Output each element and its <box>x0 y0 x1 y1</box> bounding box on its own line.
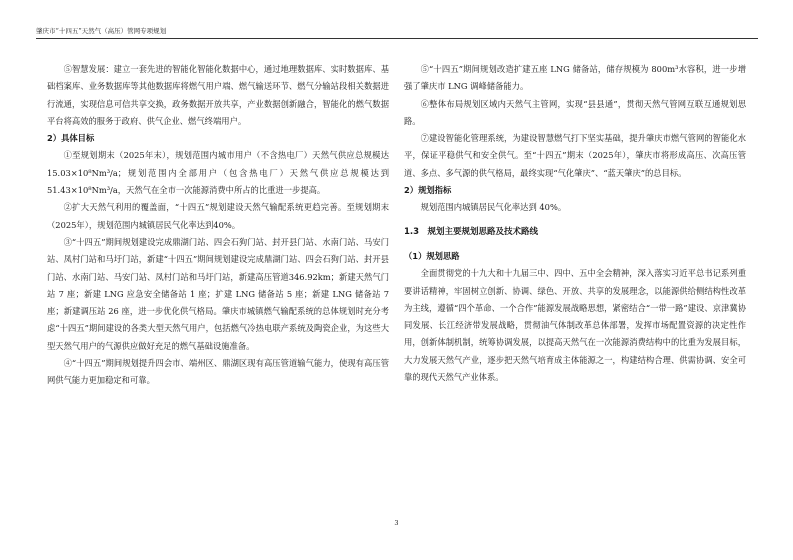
paragraph-indicator: 规划范围内城镇居民气化率达到 40%。 <box>420 202 567 213</box>
heading-specific-goals: 2）具体目标 <box>47 133 95 144</box>
paragraph-smart-development: ⑤智慧发展：建立一套先进的智能化智能化数据中心，通过地理数据库、实时数据库、基础档案库、业务数据库等其他数据库将燃气用户端、燃气输送环节、燃气分输站段相关数据进行流通，实现信息可信共享交换，政务数据开放共享，产业数据创新融合，智能化的燃气数据平台将高效的服务于政府、供气企业、燃气终端用户。 <box>47 64 389 126</box>
heading-planning-indicators: 2）规划指标 <box>404 185 452 196</box>
right-column <box>404 61 746 386</box>
heading-planning-approach: （1）规划思路 <box>404 250 460 261</box>
left-column <box>47 61 389 390</box>
running-header: 肇庆市“十四五”天然气（高压）管网专项规划 <box>36 27 167 35</box>
paragraph-approach: 全面贯彻党的十九大和十九届三中、四中、五中全会精神，深入落实习近平总书记系列重要讲话精神，牢固树立创新、协调、绿色、开放、共享的发展理念，以能源供给侧结构性改革为主线，遵循“四个革命、一个合作”能源发展战略思想，紧密结合“一带一路”建设、京津冀协同发展、长江经济带发展战略，贯彻油气体制改革总体部署，发挥市场配置资源的决定性作用，创新体制机制，统筹协调发展，以提高天然气在一次能源消费结构中的比重为发展目标，大力发展天然气产业，逐步把天然气培育成主体能源之一，构建结构合理、供需协调、安全可靠的现代天然气产业体系。 <box>404 268 746 383</box>
header-rule <box>36 38 758 39</box>
page-number: 3 <box>394 519 399 527</box>
paragraph-goal-5: ⑤“十四五”期间规划改造扩建五座 LNG 储备站，储存规模为 800m³水容积，进一步增强了肇庆市 LNG 调峰储备能力。 <box>404 64 746 92</box>
paragraph-goal-3: ③“十四五”期间规划建设完成鼎湖门站、四会石狗门站、封开县门站、水南门站、马安门站、凤村门站和马圩门站，新建“十四五”期间规划建设完成鼎湖门站、四会石狗门站、封开县门站、水南门站、马安门站、凤村门站和马圩门站，新建高压管道346.92km；新建天然气门站 7 座；新建 LNG 应急安全储备站 1 座；扩建 LNG 储备站 5 座；新建 LNG 储备站 7 座；新建调压站 26 座，进一步优化供气格局。肇庆市城镇燃气输配系统的总体规划时充分考虑“十四五”期间建设的各类大型天然气用户，包括燃气冷热电联产系统及陶瓷企业，为这些大型天然气用户的气源供应做好充足的燃气基础设施准备。 <box>47 236 389 351</box>
paragraph-goal-1: ①至规划期末（2025年末），规划范围内城市用户（不含热电厂）天然气供应总规模达15.03×10⁸Nm³/a；规划范围内全部用户（包含热电厂）天然气供应总规模达到51.43×10⁸Nm³/a，天然气在全市一次能源消费中所占的比重进一步提高。 <box>47 150 389 196</box>
paragraph-goal-2: ②扩大天然气利用的覆盖面，“十四五”规划建设天然气输配系统更趋完善。至规划期末（2025年），规划范围内城镇居民气化率达到40%。 <box>47 202 389 230</box>
paragraph-goal-7: ⑦建设智能化管理系统，为建设智慧燃气打下坚实基础，提升肇庆市燃气管网的智能化水平，保证平稳供气和安全供气。至“十四五”期末（2025年），肇庆市将形成高压、次高压管道、多点、多气源的供气格局，最终实现“气化肇庆”、“蓝天肇庆”的总目标。 <box>404 133 746 178</box>
paragraph-goal-4: ④“十四五”期间规划提升四会市、端州区、鼎湖区现有高压管道输气能力，使现有高压管网供气能力更加稳定和可靠。 <box>47 358 389 386</box>
heading-section-1-3: 1.3 规划主要规划思路及技术路线 <box>404 226 539 237</box>
paragraph-goal-6: ⑥整体布局规划区域内天然气主管网，实现“县县通”，贯彻天然气管网互联互通规划思路。 <box>404 98 746 126</box>
